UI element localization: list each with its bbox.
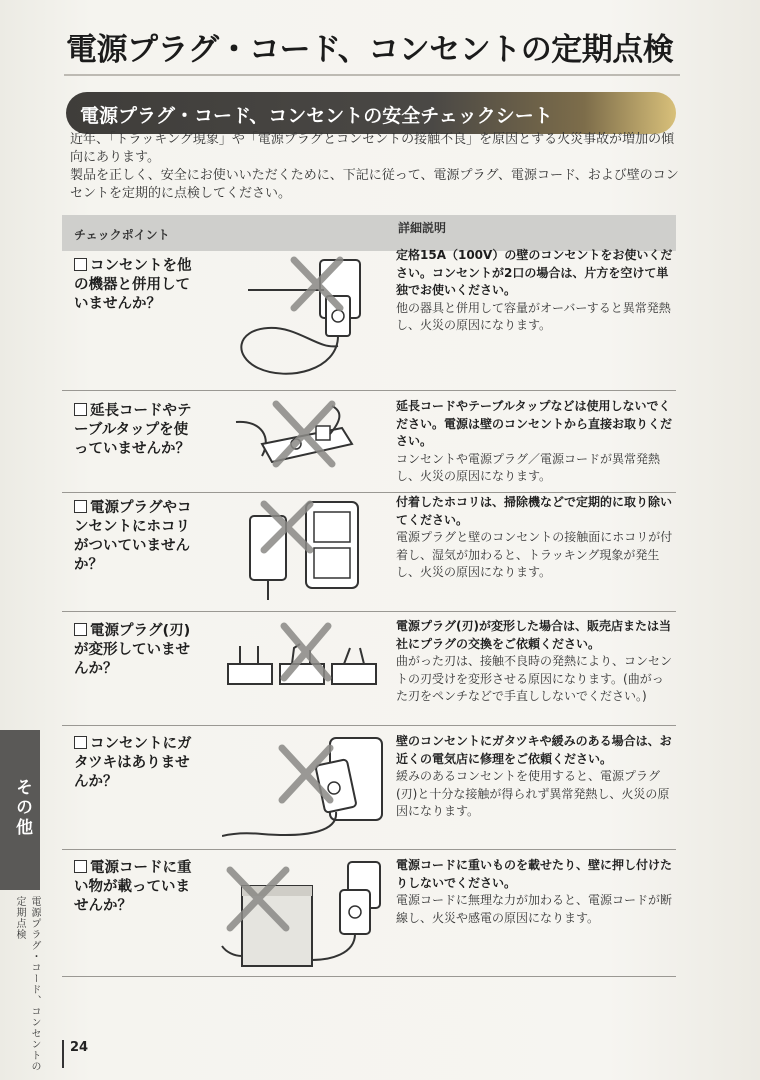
- checkpoint-question-3: 電源プラグやコンセントにホコリがついていませんか？: [74, 500, 192, 573]
- checkbox-icon[interactable]: [74, 500, 87, 513]
- row-divider: [62, 611, 676, 612]
- bent-prong-illustration: [224, 620, 384, 690]
- row-divider: [62, 492, 676, 493]
- checkpoint-detail-1: 定格15A（100V）の壁のコンセントをお使いください。コンセントが2口の場合は、片方を空けて単独でお使いください。 他の器具と併用して容量がオーバーすると異常発熱し、火災の原因になります。: [396, 248, 673, 332]
- intro-text: [70, 131, 680, 203]
- outlet-overload-illustration: [228, 250, 378, 390]
- extension-cord-illustration: [232, 398, 362, 478]
- checkpoint-detail-6: 電源コードに重いものを載せたり、壁に押し付けたりしないでください。 電源コードに無理な力が加わると、電源コードが断線し、火災や感電の原因になります。: [396, 858, 673, 925]
- checkpoint-question-4: 電源プラグ(刃)が変形していませんか？: [74, 623, 191, 677]
- checkpoint-question-5: コンセントにガタツキはありませんか？: [74, 736, 192, 790]
- column-header-check: チェックポイント: [74, 228, 170, 242]
- section-banner-label: 電源プラグ・コード、コンセントの安全チェックシート: [80, 105, 553, 127]
- row-divider: [62, 725, 676, 726]
- checkpoint-question-1: コンセントを他の機器と併用していませんか？: [74, 258, 192, 312]
- checkbox-icon[interactable]: [74, 623, 87, 636]
- checkpoint-detail-5: 壁のコンセントにガタツキや緩みのある場合は、お近くの電気店に修理をご依頼ください。 緩みのあるコンセントを使用すると、電源プラグ(刃)と十分な接触が得られず異常発熱し、火災の原因になります。: [396, 734, 672, 818]
- side-section-tab-label: その他: [12, 778, 32, 838]
- table-bottom-divider: [62, 976, 676, 977]
- loose-outlet-illustration: [222, 734, 388, 846]
- checkpoint-question-6: 電源コードに重い物が載っていませんか？: [74, 860, 192, 914]
- checkbox-icon[interactable]: [74, 736, 87, 749]
- checkbox-icon[interactable]: [74, 860, 87, 873]
- checkpoint-detail-3: 付着したホコリは、掃除機などで定期的に取り除いてください。 電源プラグと壁のコンセントの接触面にホコリが付着し、湿気が加わると、トラッキング現象が発生し、火災の原因になります。: [396, 495, 673, 579]
- page-number-divider: [62, 1040, 64, 1068]
- row-divider: [62, 390, 676, 391]
- row-divider: [62, 849, 676, 850]
- checkbox-icon[interactable]: [74, 258, 87, 271]
- page-number: 24: [70, 1040, 89, 1055]
- column-header-detail: 詳細説明: [398, 221, 447, 235]
- intro-paragraph-1: 近年、「トラッキング現象」や「電源プラグとコンセントの接触不良」を原因とする火災事故が増加の傾向にあります。: [70, 132, 675, 165]
- table-header: [62, 215, 676, 251]
- page-title: 電源プラグ・コード、コンセントの定期点検: [66, 32, 674, 68]
- side-section-tab: [0, 730, 40, 890]
- section-banner: [66, 92, 676, 134]
- dusty-plug-illustration: [244, 496, 364, 604]
- checkbox-icon[interactable]: [74, 403, 87, 416]
- checkpoint-detail-2: 延長コードやテーブルタップなどは使用しないでください。電源は壁のコンセントから直接お取りください。 コンセントや電源プラグ／電源コードが異常発熱し、火災の原因になります。: [396, 399, 673, 483]
- checkpoint-detail-4: 電源プラグ(刃)が変形した場合は、販売店または当社にプラグの交換をご依頼ください。 曲がった刃は、接触不良時の発熱により、コンセントの刃受けを変形させる原因になります。(曲がった刃をペンチなどで手直ししないでください。): [396, 619, 673, 703]
- title-divider: [64, 74, 680, 76]
- checkpoint-question-2: 延長コードやテーブルタップを使っていませんか？: [74, 403, 192, 457]
- side-running-caption: 電源プラグ・コード、コンセントの定期点検: [14, 896, 40, 1072]
- intro-paragraph-2: 製品を正しく、安全にお使いいただくために、下記に従って、電源プラグ、電源コード、および壁のコンセントを定期的に点検してください。: [70, 168, 679, 201]
- heavy-object-cord-illustration: [220, 856, 390, 972]
